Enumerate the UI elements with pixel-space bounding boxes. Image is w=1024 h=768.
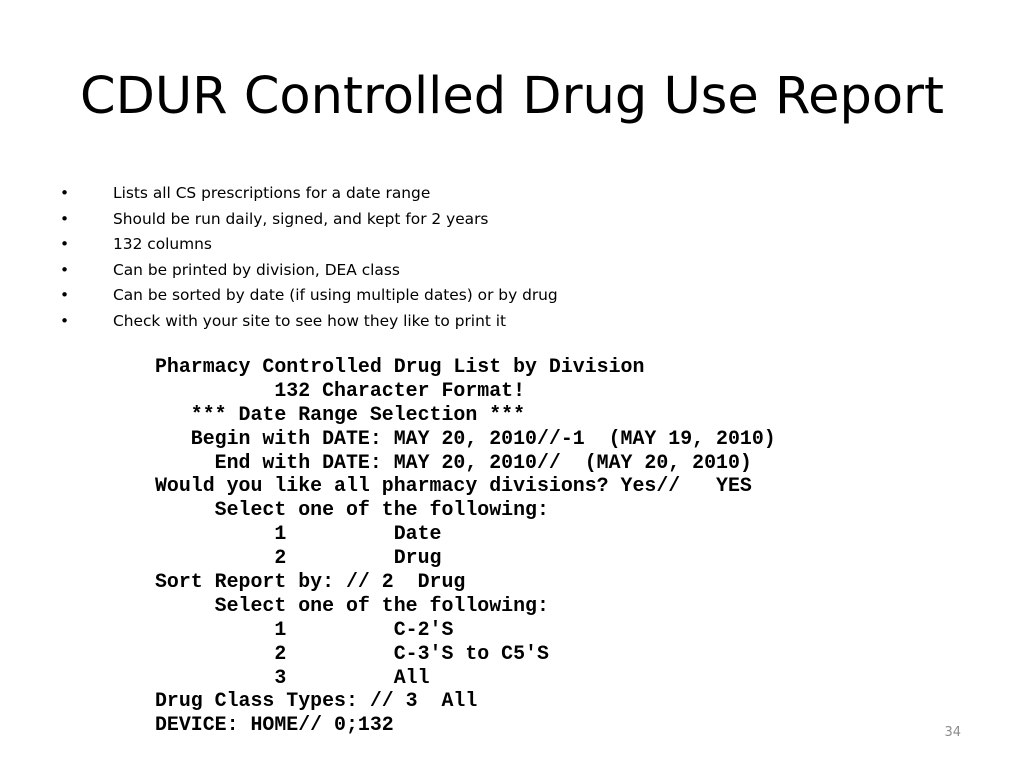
bullet-text: Should be run daily, signed, and kept for 2 years (113, 209, 489, 228)
terminal-line: Drug Class Types: // 3 All (155, 689, 478, 713)
terminal-line: Sort Report by: // 2 Drug (155, 570, 466, 594)
bullet-text: 132 columns (113, 235, 212, 254)
terminal-line: 2 C-3'S to C5'S (155, 641, 549, 665)
terminal-line: End with DATE: MAY 20, 2010// (MAY 20, 2010) (155, 450, 752, 474)
bullet-marker: • (60, 311, 70, 330)
terminal-line: 3 All (155, 665, 430, 689)
bullet-text: Check with your site to see how they like to print it (113, 311, 507, 330)
terminal-line: *** Date Range Selection *** (155, 402, 526, 426)
bullet-marker: • (60, 286, 70, 305)
terminal-line: Select one of the following: (155, 498, 549, 522)
terminal-line: 2 Drug (155, 546, 442, 570)
terminal-line: 1 Date (155, 522, 442, 546)
terminal-line: DEVICE: HOME// 0;132 (155, 713, 394, 737)
bullet-marker: • (60, 184, 70, 202)
bullet-text: Can be printed by division, DEA class (113, 260, 400, 279)
page-number: 34 (944, 725, 961, 740)
terminal-line: Pharmacy Controlled Drug List by Division (155, 355, 645, 378)
bullet-text: Lists all CS prescriptions for a date range (113, 184, 431, 202)
terminal-line: 132 Character Format! (155, 378, 526, 402)
bullet-marker: • (60, 235, 70, 254)
terminal-line: Select one of the following: (155, 593, 549, 617)
bullet-text: Can be sorted by date (if using multiple dates) or by drug (113, 286, 558, 305)
terminal-output (155, 355, 776, 737)
bullet-marker: • (60, 209, 70, 228)
terminal-line: Begin with DATE: MAY 20, 2010//-1 (MAY 19, 2010) (155, 426, 776, 450)
terminal-line: 1 C-2'S (155, 617, 454, 641)
slide-title: CDUR Controlled Drug Use Report (79, 67, 945, 126)
bullet-marker: • (60, 260, 70, 279)
terminal-line: Would you like all pharmacy divisions? Yes// YES (155, 474, 752, 498)
